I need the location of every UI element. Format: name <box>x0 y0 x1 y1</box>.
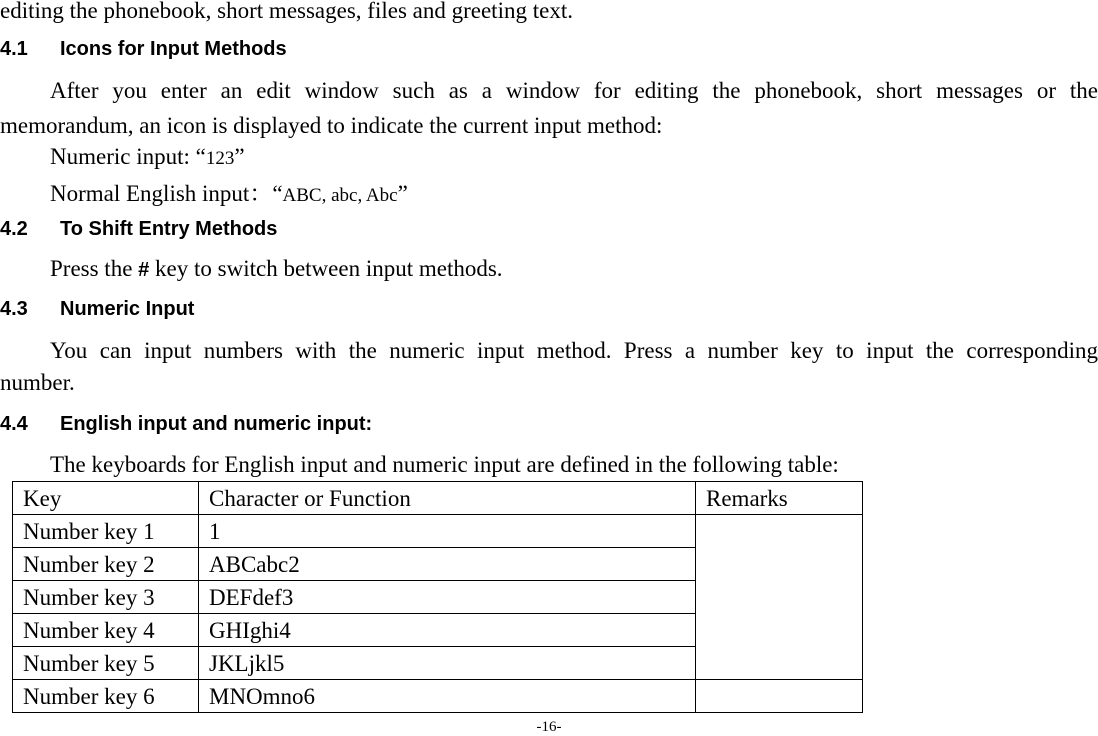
table-cell-key: Number key 1 <box>13 515 199 548</box>
paragraph-4-1-line1: After you enter an edit window such as a window for editing the phonebook, short messages or the <box>50 78 1098 103</box>
section-number: 4.2 <box>0 218 28 240</box>
section-title: Icons for Input Methods <box>60 38 287 60</box>
table-cell-key: Number key 4 <box>13 614 199 647</box>
table-cell-remarks <box>696 515 863 680</box>
section-heading-4-1 <box>0 38 287 61</box>
section-heading-4-4 <box>0 413 372 436</box>
section-heading-4-3 <box>0 298 194 321</box>
table-cell-function: JKLjkl5 <box>199 647 696 680</box>
table-cell-function: ABCabc2 <box>199 548 696 581</box>
table-cell-function: 1 <box>199 515 696 548</box>
numeric-input-line <box>50 144 245 170</box>
section-number: 4.3 <box>0 298 28 320</box>
key-table <box>12 481 863 713</box>
section-title: English input and numeric input: <box>60 413 373 435</box>
table-header-key: Key <box>13 482 199 515</box>
table-cell-key: Number key 5 <box>13 647 199 680</box>
paragraph-4-3-line2: number. <box>0 370 75 395</box>
section-title: Numeric Input <box>60 298 195 320</box>
table-cell-key: Number key 2 <box>13 548 199 581</box>
paragraph-4-2 <box>50 256 503 282</box>
section-number: 4.4 <box>0 413 28 435</box>
paragraph-4-4: The keyboards for English input and numeric input are defined in the following table: <box>50 452 839 477</box>
table-cell-remarks <box>696 680 863 713</box>
table-header-function: Character or Function <box>199 482 696 515</box>
table-cell-key: Number key 3 <box>13 581 199 614</box>
page-number: -16- <box>536 719 562 735</box>
intro-line: editing the phonebook, short messages, files and greeting text. <box>0 0 573 23</box>
numeric-input-close: ” <box>234 144 245 169</box>
numeric-input-value: 123 <box>205 148 235 169</box>
table-row <box>13 680 863 713</box>
paragraph-4-1-line2: memorandum, an icon is displayed to indicate the current input method: <box>0 113 663 138</box>
table-row <box>13 515 863 548</box>
table-cell-function: DEFdef3 <box>199 581 696 614</box>
section-title: To Shift Entry Methods <box>60 218 278 240</box>
table-header-row <box>13 482 863 515</box>
numeric-input-label: Numeric input: “ <box>50 144 206 169</box>
table-cell-key: Number key 6 <box>13 680 199 713</box>
english-input-close: ” <box>397 181 408 206</box>
section-heading-4-2 <box>0 218 277 241</box>
hash-key: # <box>138 259 150 281</box>
paragraph-text: Press the <box>50 256 139 281</box>
table-cell-function: GHIghi4 <box>199 614 696 647</box>
english-input-line <box>50 175 408 208</box>
table-cell-function: MNOmno6 <box>199 680 696 713</box>
english-input-label: Normal English input：“ <box>50 181 283 206</box>
paragraph-text: key to switch between input methods. <box>149 256 503 281</box>
section-number: 4.1 <box>0 38 28 60</box>
english-input-value: ABC, abc, Abc <box>282 185 398 206</box>
table-header-remarks: Remarks <box>696 482 863 515</box>
paragraph-4-3-line1: You can input numbers with the numeric input method. Press a number key to input the corresponding <box>50 338 1098 363</box>
